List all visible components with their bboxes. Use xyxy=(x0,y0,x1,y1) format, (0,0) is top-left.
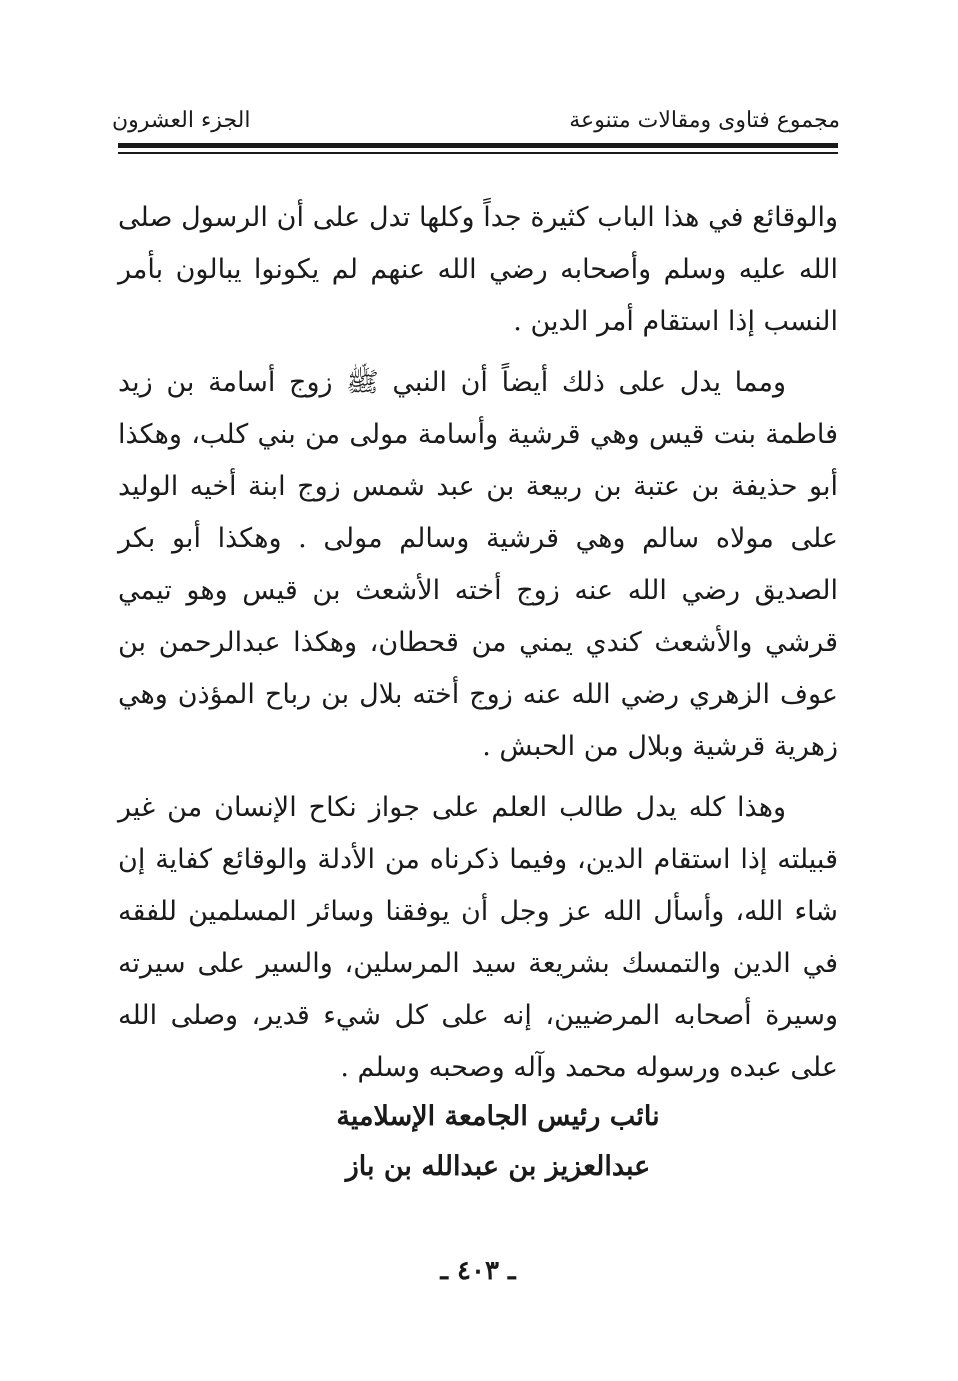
paragraph-1: والوقائع في هذا الباب كثيرة جداً وكلها تدل على أن الرسول صلى الله عليه وسلم وأصحابه رضي الله عنهم لم يكونوا يبالون بأمر النسب إذا استقام أمر الدين . xyxy=(118,202,838,337)
page-number: ـ ٤٠٣ ـ xyxy=(440,1256,516,1286)
book-title: مجموع فتاوى ومقالات متنوعة xyxy=(569,107,840,133)
signature-name: عبدالعزيز بن عبدالله بن باز xyxy=(345,1151,651,1182)
running-header xyxy=(112,100,840,140)
paragraph-3: وهذا كله يدل طالب العلم على جواز نكاح الإنسان من غير قبيلته إذا استقام الدين، وفيما ذكرناه من الأدلة والوقائع كفاية إن شاء الله، وأسأل الله عز وجل أن يوفقنا وسائر المسلمين للفقه في الدين والتمسك بشريعة سيد المرسلين، والسير على سيرته وسيرة أصحابه المرضيين، إنه على كل شيء قدير، وصلى الله على عبده ورسوله محمد وآله وصحبه وسلم . xyxy=(118,792,838,1083)
header-rule-thick xyxy=(118,143,838,148)
signature-title: نائب رئيس الجامعة الإسلامية xyxy=(336,1101,660,1132)
body-text xyxy=(118,192,838,1103)
header-rule-thin xyxy=(118,152,838,154)
signature-block xyxy=(118,1092,838,1192)
paragraph-2: ومما يدل على ذلك أيضاً أن النبي ﷺ زوج أسامة بن زيد فاطمة بنت قيس وهي قرشية وأسامة مولى من بني كلب، وهكذا أبو حذيفة بن عتبة بن ربيعة بن عبد شمس زوج ابنة أخيه الوليد على مولاه سالم وهي قرشية وسالم مولى . وهكذا أبو بكر الصديق رضي الله عنه زوج أخته الأشعث بن قيس وهو تيمي قرشي والأشعث كندي يمني من قحطان، وهكذا عبدالرحمن بن عوف الزهري رضي الله عنه زوج أخته بلال بن رباح المؤذن وهي زهرية قرشية وبلال من الحبش . xyxy=(118,367,838,762)
volume-label: الجزء العشرون xyxy=(112,107,251,133)
